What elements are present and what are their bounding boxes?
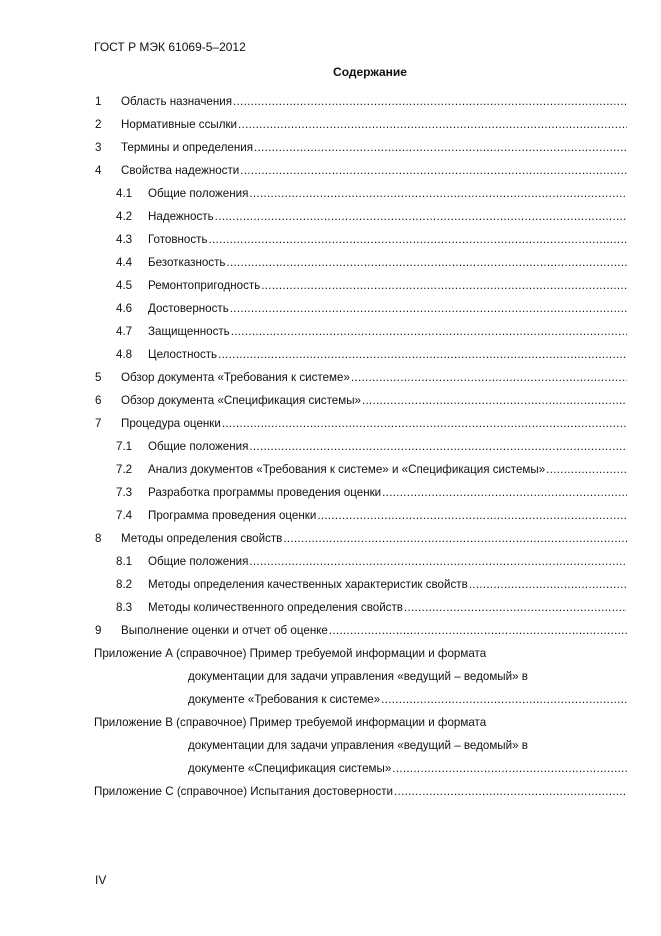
toc-entry-7[interactable] bbox=[0, 416, 661, 432]
toc-entry-appendix-c[interactable] bbox=[0, 784, 661, 800]
page-title: Содержание bbox=[333, 65, 407, 79]
toc-number: 1 bbox=[95, 95, 102, 108]
dot-leader bbox=[392, 761, 627, 777]
dot-leader bbox=[351, 370, 627, 386]
dot-leader bbox=[261, 278, 627, 294]
toc-entry-4-6[interactable] bbox=[0, 301, 661, 317]
toc-entry-1[interactable] bbox=[0, 94, 661, 110]
toc-entry-8-3[interactable] bbox=[0, 600, 661, 616]
dot-leader bbox=[222, 416, 627, 432]
toc-entry-4-1[interactable] bbox=[0, 186, 661, 202]
toc-title: Нормативные ссылки bbox=[121, 118, 238, 131]
toc-entry-4-2[interactable] bbox=[0, 209, 661, 225]
toc-entry-5[interactable] bbox=[0, 370, 661, 386]
toc-entry-7-2[interactable] bbox=[0, 462, 661, 478]
toc-title: Безотказность bbox=[148, 256, 226, 269]
dot-leader bbox=[218, 347, 627, 363]
toc-title: Ремонтопригодность bbox=[148, 279, 261, 292]
toc-title: Приложение С (справочное) Испытания достоверности bbox=[94, 785, 394, 798]
toc-entry-body bbox=[188, 692, 627, 708]
toc-entry-body bbox=[121, 140, 627, 156]
dot-leader bbox=[254, 140, 627, 156]
toc-entry-body bbox=[148, 462, 627, 478]
toc-title: Обзор документа «Требования к системе» bbox=[121, 371, 350, 384]
toc-number: 4.4 bbox=[116, 256, 133, 269]
toc-number: 8.3 bbox=[116, 601, 133, 614]
dot-leader bbox=[238, 117, 627, 133]
dot-leader bbox=[208, 232, 627, 248]
toc-title: Свойства надежности bbox=[121, 164, 240, 177]
toc-entry-body bbox=[148, 600, 627, 616]
toc-title: Программа проведения оценки bbox=[148, 509, 317, 522]
toc-title: Обзор документа «Спецификация системы» bbox=[121, 394, 361, 407]
toc-title: Разработка программы проведения оценки bbox=[148, 486, 382, 499]
toc-number: 4.1 bbox=[116, 187, 133, 200]
document-code: ГОСТ Р МЭК 61069-5–2012 bbox=[94, 40, 246, 54]
dot-leader bbox=[329, 623, 627, 639]
toc-entry-body bbox=[148, 324, 627, 340]
toc-entry-7-3[interactable] bbox=[0, 485, 661, 501]
dot-leader bbox=[249, 186, 627, 202]
toc-entry-body bbox=[148, 278, 627, 294]
appendix-a-line-2: документации для задачи управления «ведущий – ведомый» в bbox=[188, 670, 528, 683]
toc-number: 4.5 bbox=[116, 279, 133, 292]
dot-leader bbox=[394, 784, 627, 800]
toc-entry-body bbox=[121, 370, 627, 386]
toc-title: Общие положения bbox=[148, 440, 249, 453]
dot-leader bbox=[249, 554, 627, 570]
appendix-b-line-3 bbox=[0, 761, 661, 777]
toc-title: Методы количественного определения свойств bbox=[148, 601, 403, 614]
page-number: IV bbox=[95, 873, 107, 887]
toc-number: 7.3 bbox=[116, 486, 133, 499]
toc-entry-body bbox=[148, 209, 627, 225]
dot-leader bbox=[283, 531, 627, 547]
dot-leader bbox=[381, 692, 627, 708]
toc-entry-3[interactable] bbox=[0, 140, 661, 156]
toc-entry-body bbox=[121, 416, 627, 432]
toc-entry-9[interactable] bbox=[0, 623, 661, 639]
toc-entry-8-1[interactable] bbox=[0, 554, 661, 570]
dot-leader bbox=[226, 255, 627, 271]
toc-entry-body bbox=[148, 186, 627, 202]
toc-number: 7.2 bbox=[116, 463, 133, 476]
toc-title: Термины и определения bbox=[121, 141, 253, 154]
dot-leader bbox=[215, 209, 627, 225]
appendix-a-line-3 bbox=[0, 692, 661, 708]
toc-title: Выполнение оценки и отчет об оценке bbox=[121, 624, 328, 637]
toc-number: 4 bbox=[95, 164, 102, 177]
toc-number: 2 bbox=[95, 118, 102, 131]
toc-entry-body bbox=[121, 117, 627, 133]
dot-leader bbox=[546, 462, 627, 478]
dot-leader bbox=[240, 163, 627, 179]
toc-entry-body bbox=[148, 439, 627, 455]
dot-leader bbox=[382, 485, 627, 501]
toc-number: 7.1 bbox=[116, 440, 133, 453]
dot-leader bbox=[230, 301, 627, 317]
toc-entry-body bbox=[148, 485, 627, 501]
appendix-a-line-1: Приложение А (справочное) Пример требуемой информации и формата bbox=[94, 647, 487, 660]
toc-entry-body bbox=[94, 784, 627, 800]
toc-title: Готовность bbox=[148, 233, 208, 246]
toc-number: 3 bbox=[95, 141, 102, 154]
toc-entry-7-4[interactable] bbox=[0, 508, 661, 524]
toc-entry-body bbox=[148, 508, 627, 524]
toc-title: документе «Спецификация системы» bbox=[188, 762, 392, 775]
toc-entry-body bbox=[148, 347, 627, 363]
dot-leader bbox=[362, 393, 627, 409]
toc-entry-4-7[interactable] bbox=[0, 324, 661, 340]
toc-entry-body bbox=[148, 232, 627, 248]
toc-entry-4[interactable] bbox=[0, 163, 661, 179]
toc-entry-body bbox=[148, 577, 627, 593]
toc-number: 4.8 bbox=[116, 348, 133, 361]
toc-title: Общие положения bbox=[148, 187, 249, 200]
toc-number: 4.3 bbox=[116, 233, 133, 246]
toc-title: Процедура оценки bbox=[121, 417, 221, 430]
dot-leader bbox=[233, 94, 627, 110]
toc-title: Достоверность bbox=[148, 302, 229, 315]
toc-entry-4-4[interactable] bbox=[0, 255, 661, 271]
toc-entry-body bbox=[121, 163, 627, 179]
toc-title: документе «Требования к системе» bbox=[188, 693, 381, 706]
toc-number: 5 bbox=[95, 371, 102, 384]
toc-number: 8 bbox=[95, 532, 102, 545]
toc-entry-body bbox=[148, 554, 627, 570]
toc-title: Методы определения качественных характеристик свойств bbox=[148, 578, 468, 591]
toc-entry-2[interactable] bbox=[0, 117, 661, 133]
toc-number: 4.6 bbox=[116, 302, 133, 315]
appendix-b-line-2: документации для задачи управления «ведущий – ведомый» в bbox=[188, 739, 528, 752]
toc-number: 7 bbox=[95, 417, 102, 430]
toc-title: Анализ документов «Требования к системе» и «Спецификация системы» bbox=[148, 463, 546, 476]
toc-entry-body bbox=[121, 531, 627, 547]
toc-title: Защищенность bbox=[148, 325, 230, 338]
toc-entry-4-5[interactable] bbox=[0, 278, 661, 294]
toc-number: 8.1 bbox=[116, 555, 133, 568]
toc-entry-8[interactable] bbox=[0, 531, 661, 547]
dot-leader bbox=[231, 324, 627, 340]
toc-number: 6 bbox=[95, 394, 102, 407]
toc-title: Целостность bbox=[148, 348, 218, 361]
toc-title: Область назначения bbox=[121, 95, 232, 108]
dot-leader bbox=[249, 439, 627, 455]
dot-leader bbox=[404, 600, 627, 616]
toc-entry-body bbox=[121, 623, 627, 639]
toc-number: 8.2 bbox=[116, 578, 133, 591]
dot-leader bbox=[317, 508, 627, 524]
toc-number: 4.2 bbox=[116, 210, 133, 223]
toc-entry-body bbox=[121, 94, 627, 110]
toc-title: Надежность bbox=[148, 210, 214, 223]
toc-number: 7.4 bbox=[116, 509, 133, 522]
toc-entry-7-1[interactable] bbox=[0, 439, 661, 455]
toc-entry-4-8[interactable] bbox=[0, 347, 661, 363]
toc-entry-body bbox=[148, 255, 627, 271]
toc-entry-body bbox=[188, 761, 627, 777]
toc-title: Методы определения свойств bbox=[121, 532, 283, 545]
appendix-b-line-1: Приложение В (справочное) Пример требуемой информации и формата bbox=[94, 716, 487, 729]
dot-leader bbox=[469, 577, 627, 593]
toc-number: 4.7 bbox=[116, 325, 133, 338]
toc-entry-8-2[interactable] bbox=[0, 577, 661, 593]
toc-title: Общие положения bbox=[148, 555, 249, 568]
toc-entry-6[interactable] bbox=[0, 393, 661, 409]
toc-entry-4-3[interactable] bbox=[0, 232, 661, 248]
toc-entry-body bbox=[148, 301, 627, 317]
toc-number: 9 bbox=[95, 624, 102, 637]
toc-entry-body bbox=[121, 393, 627, 409]
